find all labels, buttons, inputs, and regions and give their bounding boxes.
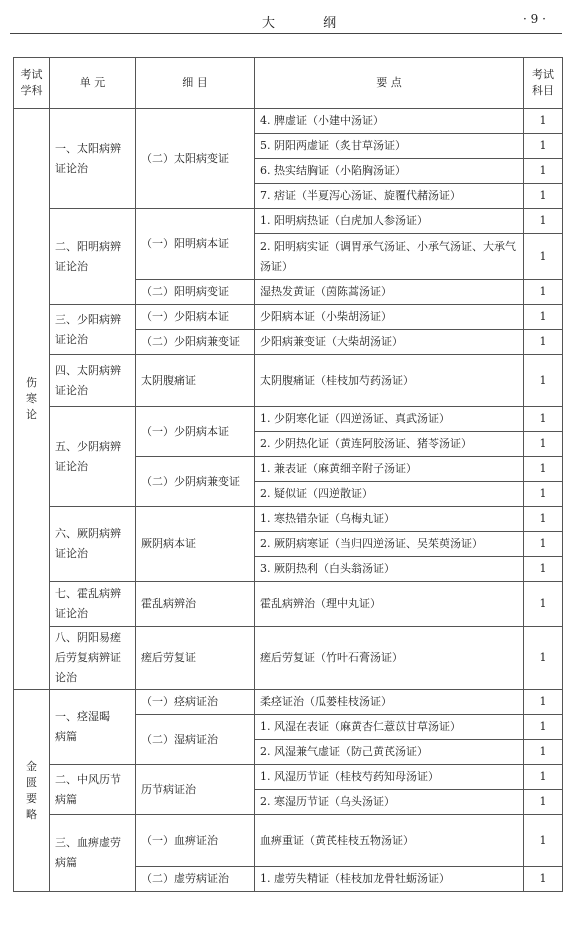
level-cell: 1 [524,159,563,184]
unit-cell: 一、太阳病辨 证论治 [50,109,136,209]
detail-cell: 历节病证治 [136,765,255,815]
unit-cell: 六、厥阴病辨 证论治 [50,507,136,582]
detail-cell: （一）少阳病本证 [136,305,255,330]
level-cell: 1 [524,557,563,582]
level-cell: 1 [524,280,563,305]
point-cell: 4. 脾虚证（小建中汤证） [255,109,524,134]
level-cell: 1 [524,134,563,159]
detail-cell: 霍乱病辨治 [136,582,255,627]
level-cell: 1 [524,507,563,532]
point-cell: 少阳病本证（小柴胡汤证） [255,305,524,330]
level-cell: 1 [524,432,563,457]
level-cell: 1 [524,715,563,740]
point-cell: 1. 阳明病热证（白虎加人参汤证） [255,209,524,234]
unit-cell: 三、少阳病辨 证论治 [50,305,136,355]
point-cell: 瘥后劳复证（竹叶石膏汤证） [255,627,524,690]
level-cell: 1 [524,330,563,355]
detail-cell: （一）痉病证治 [136,690,255,715]
point-cell: 柔痉证治（瓜蒌桂枝汤证） [255,690,524,715]
detail-cell: （二）阳明病变证 [136,280,255,305]
col-header-detail: 细 目 [136,58,255,109]
detail-cell: （一）少阴病本证 [136,407,255,457]
level-cell: 1 [524,457,563,482]
point-cell: 2. 疑似证（四逆散证） [255,482,524,507]
level-cell: 1 [524,482,563,507]
subject-cell: 伤 寒 论 [14,109,50,690]
level-cell: 1 [524,582,563,627]
table-row [14,582,563,627]
detail-cell: （二）少阳病兼变证 [136,330,255,355]
point-cell: 1. 风湿在表证（麻黄杏仁薏苡甘草汤证） [255,715,524,740]
col-header-subject: 考试 学科 [14,58,50,109]
level-cell: 1 [524,790,563,815]
table-row [14,507,563,532]
point-cell: 7. 痞证（半夏泻心汤证、旋覆代赭汤证） [255,184,524,209]
point-cell: 1. 虚劳失精证（桂枝加龙骨牡蛎汤证） [255,867,524,892]
point-cell: 2. 阳明病实证（调胃承气汤证、小承气汤证、大承气汤证） [255,234,524,280]
table-row [14,690,563,715]
col-header-unit: 单 元 [50,58,136,109]
table-row [14,407,563,432]
point-cell: 6. 热实结胸证（小陷胸汤证） [255,159,524,184]
syllabus-table [13,57,563,892]
level-cell: 1 [524,867,563,892]
level-cell: 1 [524,305,563,330]
point-cell: 霍乱病辨治（理中丸证） [255,582,524,627]
point-cell: 血痹重证（黄芪桂枝五物汤证） [255,815,524,867]
table-row [14,109,563,134]
point-cell: 少阳病兼变证（大柴胡汤证） [255,330,524,355]
table-row [14,305,563,330]
table-row [14,765,563,790]
table-row [14,815,563,867]
unit-cell: 三、血痹虚劳 病篇 [50,815,136,892]
detail-cell: 厥阴病本证 [136,507,255,582]
unit-cell: 四、太阴病辨 证论治 [50,355,136,407]
table-row [14,627,563,690]
detail-cell: （二）少阴病兼变证 [136,457,255,507]
header-rule [10,33,562,34]
point-cell: 1. 少阴寒化证（四逆汤证、真武汤证） [255,407,524,432]
detail-cell: 瘥后劳复证 [136,627,255,690]
subject-cell: 金 匮 要 略 [14,690,50,892]
point-cell: 2. 风湿兼气虚证（防己黄芪汤证） [255,740,524,765]
point-cell: 5. 阴阳两虚证（炙甘草汤证） [255,134,524,159]
col-header-points: 要 点 [255,58,524,109]
point-cell: 湿热发黄证（茵陈蒿汤证） [255,280,524,305]
level-cell: 1 [524,234,563,280]
level-cell: 1 [524,532,563,557]
level-cell: 1 [524,627,563,690]
point-cell: 2. 厥阴病寒证（当归四逆汤证、吴茱萸汤证） [255,532,524,557]
detail-cell: 太阴腹痛证 [136,355,255,407]
point-cell: 太阴腹痛证（桂枝加芍药汤证） [255,355,524,407]
level-cell: 1 [524,407,563,432]
unit-cell: 一、痉湿暍 病篇 [50,690,136,765]
detail-cell: （二）太阳病变证 [136,109,255,209]
unit-cell: 二、阳明病辨 证论治 [50,209,136,305]
point-cell: 1. 风湿历节证（桂枝芍药知母汤证） [255,765,524,790]
table-row [14,209,563,234]
level-cell: 1 [524,184,563,209]
unit-cell: 八、阴阳易瘥 后劳复病辨证 论治 [50,627,136,690]
unit-cell: 二、中风历节 病篇 [50,765,136,815]
point-cell: 1. 兼表证（麻黄细辛附子汤证） [255,457,524,482]
level-cell: 1 [524,815,563,867]
level-cell: 1 [524,740,563,765]
detail-cell: （二）虚劳病证治 [136,867,255,892]
table-header-row [14,58,563,109]
level-cell: 1 [524,355,563,407]
table-row [14,355,563,407]
point-cell: 1. 寒热错杂证（乌梅丸证） [255,507,524,532]
level-cell: 1 [524,690,563,715]
level-cell: 1 [524,765,563,790]
page-header-title: 大 纲 [262,16,359,31]
detail-cell: （二）湿病证治 [136,715,255,765]
level-cell: 1 [524,209,563,234]
detail-cell: （一）阳明病本证 [136,209,255,280]
point-cell: 2. 少阴热化证（黄连阿胶汤证、猪苓汤证） [255,432,524,457]
level-cell: 1 [524,109,563,134]
point-cell: 3. 厥阴热利（白头翁汤证） [255,557,524,582]
unit-cell: 七、霍乱病辨 证论治 [50,582,136,627]
point-cell: 2. 寒湿历节证（乌头汤证） [255,790,524,815]
detail-cell: （一）血痹证治 [136,815,255,867]
unit-cell: 五、少阴病辨 证论治 [50,407,136,507]
col-header-level: 考试 科目 [524,58,563,109]
page-number: · 9 · [523,12,546,26]
